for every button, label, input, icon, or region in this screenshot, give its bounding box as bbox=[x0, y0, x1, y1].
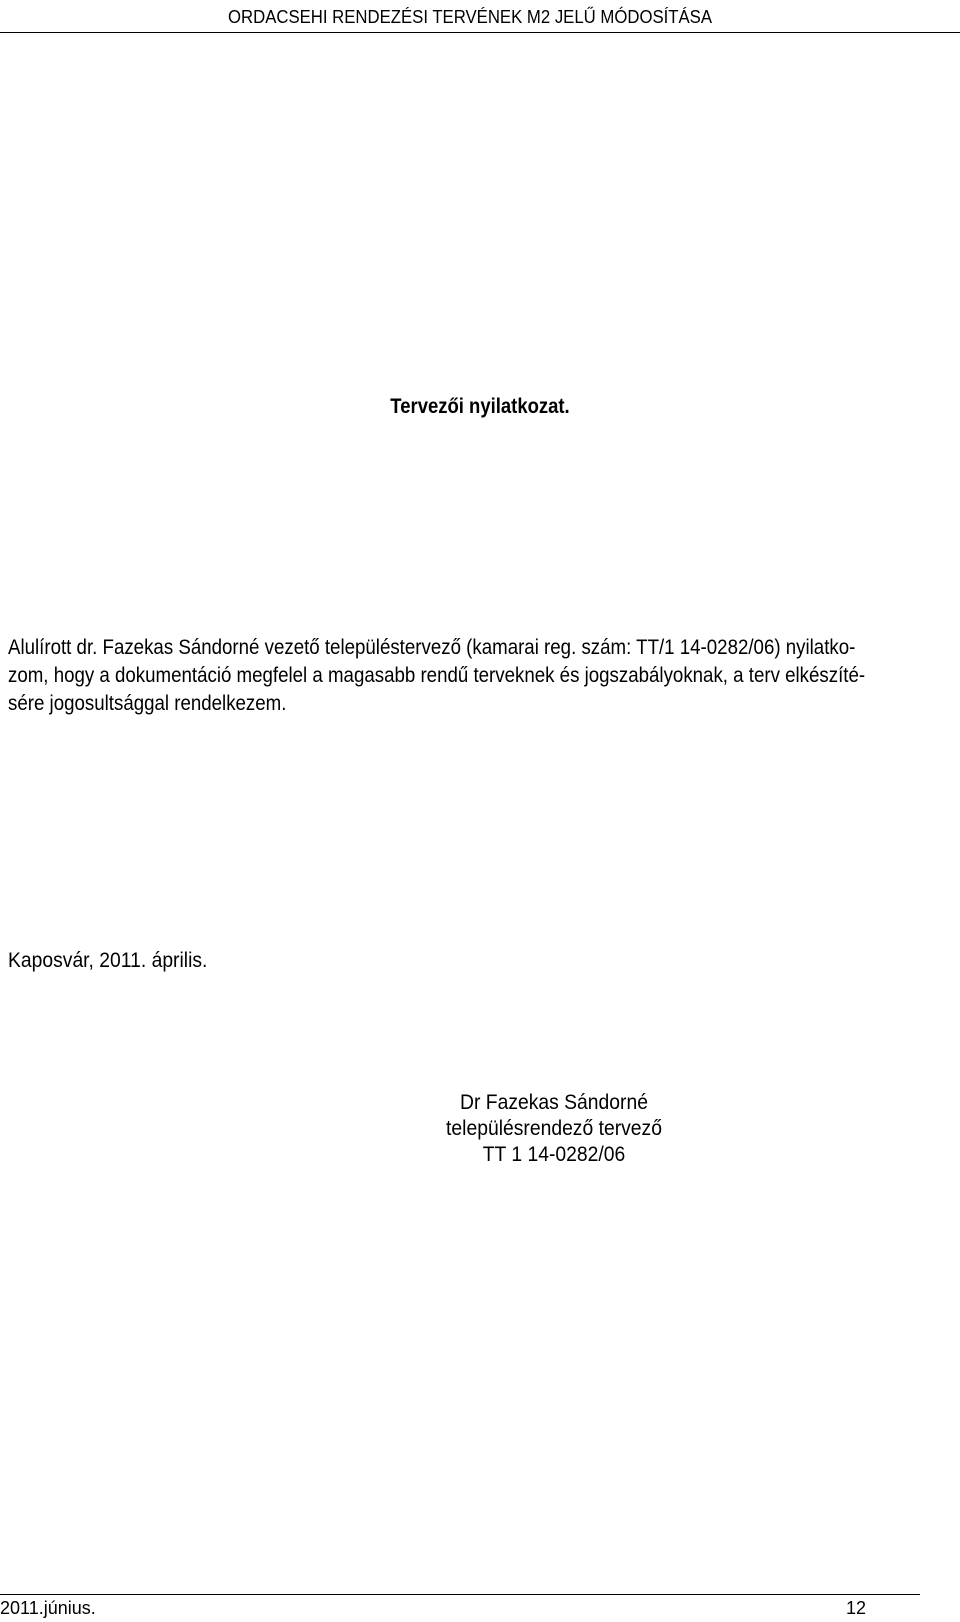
body-line-3: sére jogosultsággal rendelkezem. bbox=[8, 692, 287, 715]
signature-registration: TT 1 14-0282/06 bbox=[482, 1143, 626, 1166]
signature-block bbox=[404, 1090, 704, 1168]
signature-name: Dr Fazekas Sándorné bbox=[460, 1091, 648, 1114]
document-title: Tervezői nyilatkozat. bbox=[390, 395, 570, 418]
body-line-2: zom, hogy a dokumentáció megfelel a magasabb rendű terveknek és jogszabályoknak, a terv elkészíté- bbox=[8, 664, 866, 687]
footer-rule bbox=[0, 1594, 920, 1595]
place-date: Kaposvár, 2011. április. bbox=[8, 949, 208, 972]
footer-date: 2011.június. bbox=[0, 1598, 96, 1618]
header-title: ORDACSEHI RENDEZÉSI TERVÉNEK M2 JELŰ MÓDOSÍTÁSA bbox=[228, 7, 713, 27]
page-header bbox=[0, 0, 960, 33]
body-line-1: Alulírott dr. Fazekas Sándorné vezető településtervező (kamarai reg. szám: TT/1 14-0282/06) nyilatko- bbox=[8, 636, 856, 659]
page-number: 12 bbox=[846, 1598, 867, 1618]
signature-role: településrendező tervező bbox=[446, 1117, 662, 1140]
